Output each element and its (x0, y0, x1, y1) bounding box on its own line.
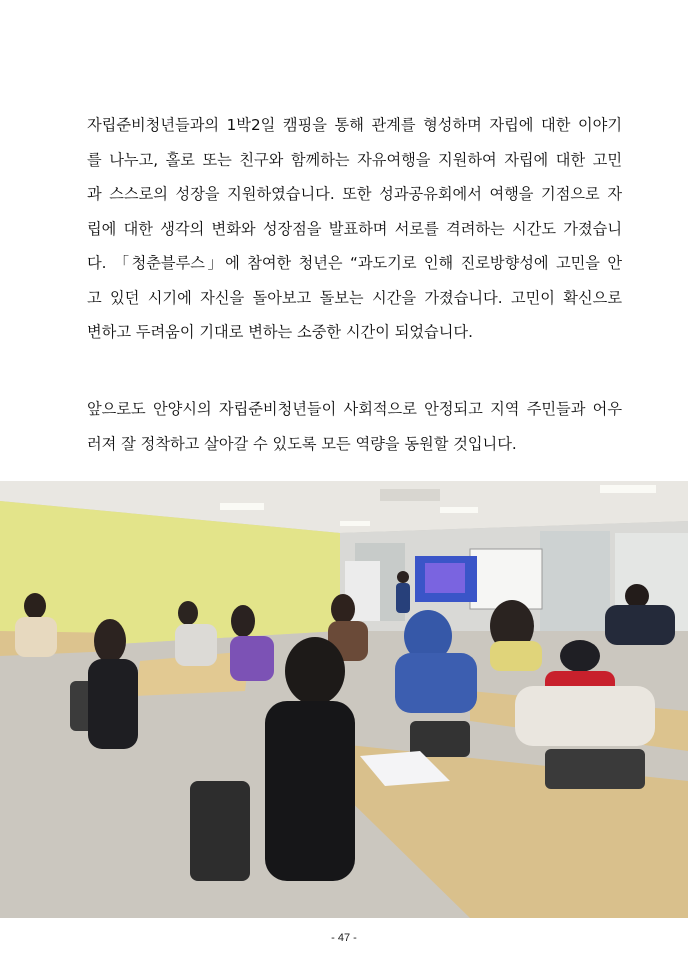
text-line: 립에 대한 생각의 변화와 성장점을 발표하며 서로를 격려하는 시간도 가졌습니 (87, 219, 622, 238)
body-paragraph-1 (87, 108, 622, 350)
text-line: 과 스스로의 성장을 지원하였습니다. 또한 성과공유회에서 여행을 기점으로 자 (87, 185, 622, 203)
ceiling-light (440, 507, 478, 513)
ceiling-light (220, 503, 264, 510)
classroom-photo (0, 481, 688, 918)
text-line: 자립준비청년들과의 1박2일 캠핑을 통해 관계를 형성하며 자립에 대한 이야기 (87, 116, 622, 134)
student-in-black-coat (265, 701, 355, 881)
chair (545, 749, 645, 789)
student-in-white-jacket (515, 686, 655, 746)
body-paragraph-2 (87, 392, 622, 461)
chair (190, 781, 250, 881)
text-line: 를 나누고, 홀로 또는 친구와 함께하는 자유여행을 지원하여 자립에 대한 고민 (87, 150, 622, 169)
presenter (396, 583, 410, 613)
text-line: 러져 잘 정착하고 살아갈 수 있도록 모든 역량을 동원할 것입니다. (87, 434, 517, 453)
page-number: - 47 - (331, 932, 357, 944)
text-line: 앞으로도 안양시의 자립준비청년들이 사회적으로 안정되고 지역 주민들과 어우 (87, 400, 622, 418)
text-line: 변하고 두려움이 기대로 변하는 소중한 시간이 되었습니다. (87, 323, 473, 341)
ceiling-light (600, 485, 656, 493)
text-line: 고 있던 시기에 자신을 돌아보고 돌보는 시간을 가졌습니다. 고민이 확신으로 (87, 288, 622, 307)
student-in-blue-hoodie (395, 653, 477, 713)
ceiling-light (340, 521, 370, 526)
text-line: 다. 「청춘블루스」에 참여한 청년은 “과도기로 인해 진로방향성에 고민을 안 (87, 254, 622, 272)
classroom-photo-drawing (0, 481, 688, 918)
